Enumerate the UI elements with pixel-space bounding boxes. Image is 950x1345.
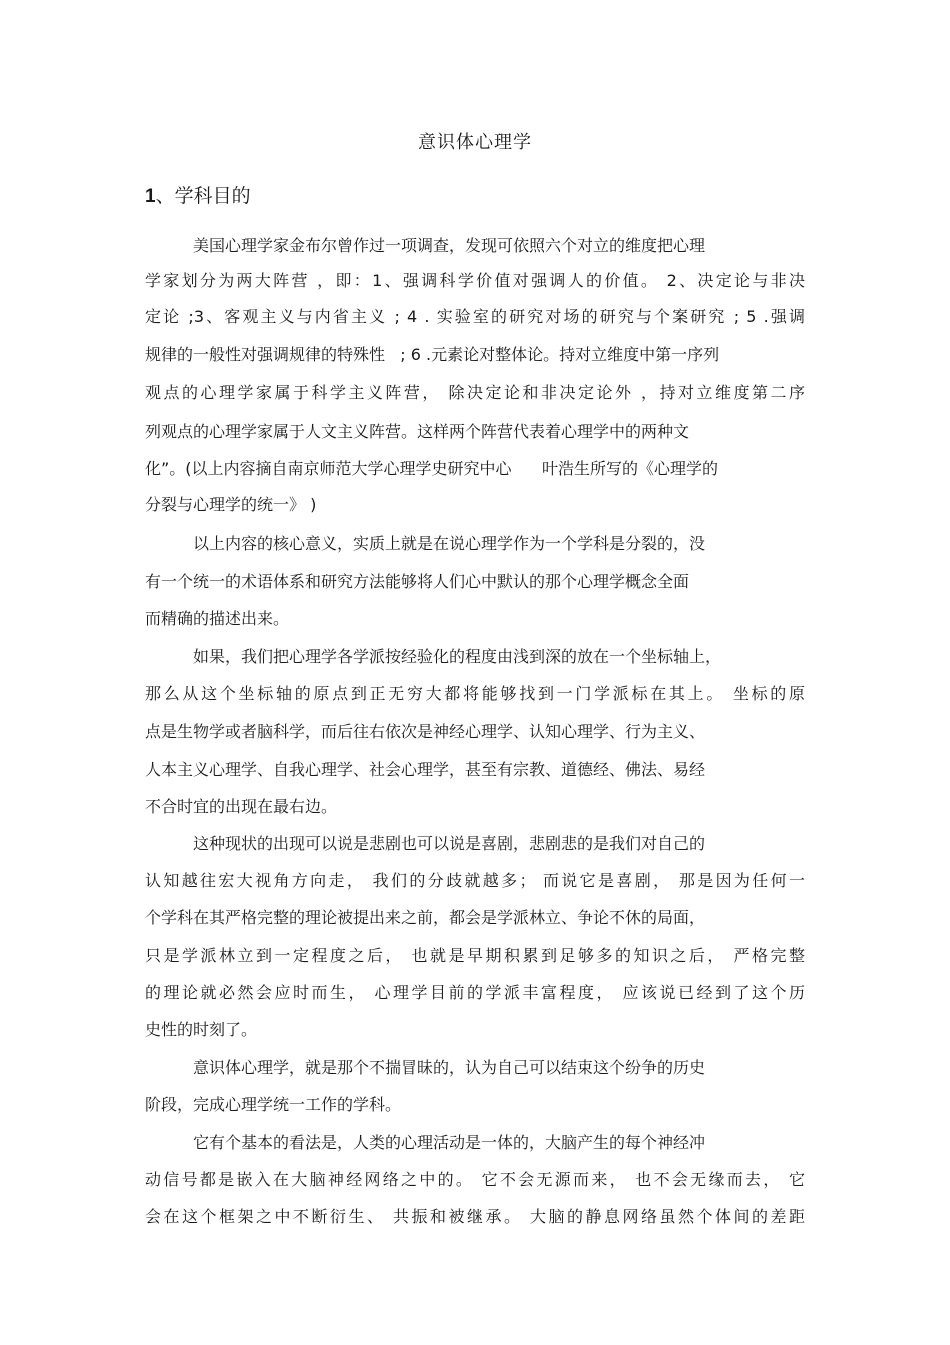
paragraph-line: 有一个统一的术语体系和研究方法能够将人们心中默认的那个心理学概念全面 xyxy=(145,572,690,591)
paragraph-line: 人本主义心理学、自我心理学、社会心理学，甚至有宗教、道德经、佛法、易经 xyxy=(145,760,706,779)
paragraph-line: 化”。(以上内容摘自南京师范大学心理学史研究中心 叶浩生所写的《心理学的 xyxy=(145,459,719,478)
paragraph-line: 认知越往宏大视角方向走， 我们的分歧就越多； 而说它是喜剧， 那是因为任何一 xyxy=(145,871,805,890)
paragraph-line: 而精确的描述出来。 xyxy=(145,609,290,628)
paragraph-line: 美国心理学家金布尔曾作过一项调查，发现可依照六个对立的维度把心理 xyxy=(193,236,706,255)
paragraph-line: 不合时宜的出现在最右边。 xyxy=(145,797,338,816)
paragraph-line: 规律的一般性对强调规律的特殊性 ; 6 .元素论对整体论。持对立维度中第一序列 xyxy=(145,345,720,364)
paragraph-line: 列观点的心理学家属于人文主义阵营。这样两个阵营代表着心理学中的两种文 xyxy=(145,422,690,441)
section-heading xyxy=(145,181,251,208)
paragraph-line: 那么从这个坐标轴的原点到正无穷大都将能够找到一门学派标在其上。 坐标的原 xyxy=(145,684,805,703)
paragraph-line: 的理论就必然会应时而生， 心理学目前的学派丰富程度， 应该说已经到了这个历 xyxy=(145,983,805,1002)
paragraph-line: 以上内容的核心意义，实质上就是在说心理学作为一个学科是分裂的，没 xyxy=(193,534,706,553)
paragraph-line: 会在这个框架之中不断衍生、 共振和被继承。 大脑的静息网络虽然个体间的差距 xyxy=(145,1207,805,1226)
paragraph-line: 如果，我们把心理学各学派按经验化的程度由浅到深的放在一个坐标轴上， xyxy=(193,647,722,666)
paragraph-line: 动信号都是嵌入在大脑神经网络之中的。 它不会无源而来， 也不会无缘而去， 它 xyxy=(145,1170,805,1189)
paragraph-line: 观点的心理学家属于科学主义阵营， 除决定论和非决定论外 ，持对立维度第二序 xyxy=(145,383,805,402)
paragraph-line: 定论 ;3、客观主义与内省主义 ; 4 . 实验室的研究对场的研究与个案研究 ; 5 .强调 xyxy=(145,307,805,326)
paragraph-line: 这种现状的出现可以说是悲剧也可以说是喜剧，悲剧悲的是我们对自己的 xyxy=(193,834,706,853)
paragraph-line: 分裂与心理学的统一》 ) xyxy=(145,495,317,514)
paragraph-line: 史性的时刻了。 xyxy=(145,1020,258,1039)
section-heading-text: 、学科目的 xyxy=(155,185,251,207)
paragraph-line: 只是学派林立到一定程度之后， 也就是早期积累到足够多的知识之后， 严格完整 xyxy=(145,946,805,965)
section-number: 1 xyxy=(145,186,156,207)
paragraph-line: 点是生物学或者脑科学，而后往右依次是神经心理学、认知心理学、行为主义、 xyxy=(145,722,706,741)
paragraph-line: 意识体心理学，就是那个不揣冒昧的，认为自己可以结束这个纷争的历史 xyxy=(193,1058,706,1077)
paragraph-line: 个学科在其严格完整的理论被提出来之前，都会是学派林立、争论不休的局面， xyxy=(145,908,706,927)
document-title: 意识体心理学 xyxy=(418,132,532,153)
paragraph-line: 阶段，完成心理学统一工作的学科。 xyxy=(145,1095,402,1114)
paragraph-line: 它有个基本的看法是，人类的心理活动是一体的，大脑产生的每个神经冲 xyxy=(193,1133,706,1152)
paragraph-line: 学家划分为两大阵营 ，即：1、强调科学价值对强调人的价值。 2、决定论与非决 xyxy=(145,271,805,290)
